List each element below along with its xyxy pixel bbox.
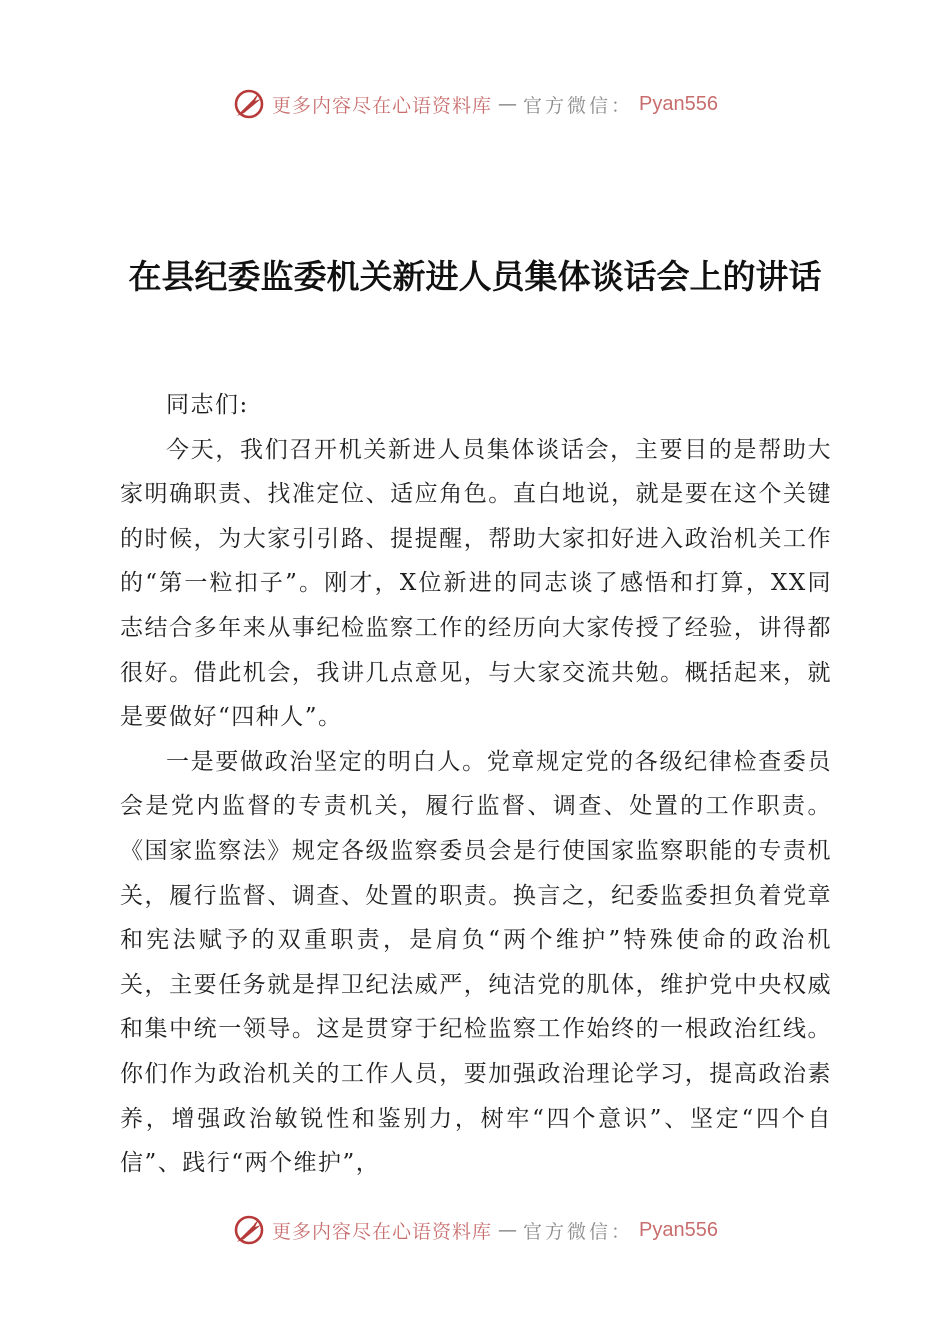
quill-pen-circle-icon bbox=[232, 1213, 266, 1247]
paragraph: 今天，我们召开机关新进人员集体谈话会，主要目的是帮助大家明确职责、找准定位、适应角色。直白地说，就是要在这个关键的时候，为大家引引路、提提醒，帮助大家扣好进入政治机关工作的“第一粒扣子”。刚才，X位新进的同志谈了感悟和打算，XX同志结合多年来从事纪检监察工作的经历向大家传授了经验，讲得都很好。借此机会，我讲几点意见，与大家交流共勉。概括起来，就是要做好“四种人”。 bbox=[120, 436, 832, 731]
banner-wechat-id: Pyan556 bbox=[639, 92, 718, 115]
banner-separator: — bbox=[498, 1219, 518, 1241]
banner-separator: — bbox=[498, 93, 518, 115]
quill-pen-circle-icon bbox=[232, 87, 266, 121]
banner-official-label: 官方微信： bbox=[523, 94, 634, 117]
header-banner bbox=[0, 84, 950, 124]
banner-wechat-id: Pyan556 bbox=[639, 1218, 718, 1241]
banner-text: 更多内容尽在心语资料库 bbox=[272, 1220, 493, 1243]
paragraph: 一是要做政治坚定的明白人。党章规定党的各级纪律检查委员会是党内监督的专责机关，履行监督、调查、处置的工作职责。《国家监察法》规定各级监察委员会是行使国家监察职能的专责机关，履行监督、调查、处置的职责。换言之，纪委监委担负着党章和宪法赋予的双重职责，是肩负“两个维护”特殊使命的政治机关，主要任务就是捍卫纪法威严，纯洁党的肌体，维护党中央权威和集中统一领导。这是贯穿于纪检监察工作始终的一根政治红线。你们作为政治机关的工作人员，要加强政治理论学习，提高政治素养，增强政治敏锐性和鉴别力，树牢“四个意识”、坚定“四个自信”、践行“两个维护”， bbox=[120, 748, 832, 1177]
banner-official-label: 官方微信： bbox=[523, 1220, 634, 1243]
document-title: 在县纪委监委机关新进人员集体谈话会上的讲话 bbox=[128, 257, 822, 296]
footer-banner bbox=[0, 1210, 950, 1250]
document-body bbox=[120, 383, 832, 1186]
salutation: 同志们: bbox=[166, 392, 249, 418]
banner-text: 更多内容尽在心语资料库 bbox=[272, 94, 493, 117]
